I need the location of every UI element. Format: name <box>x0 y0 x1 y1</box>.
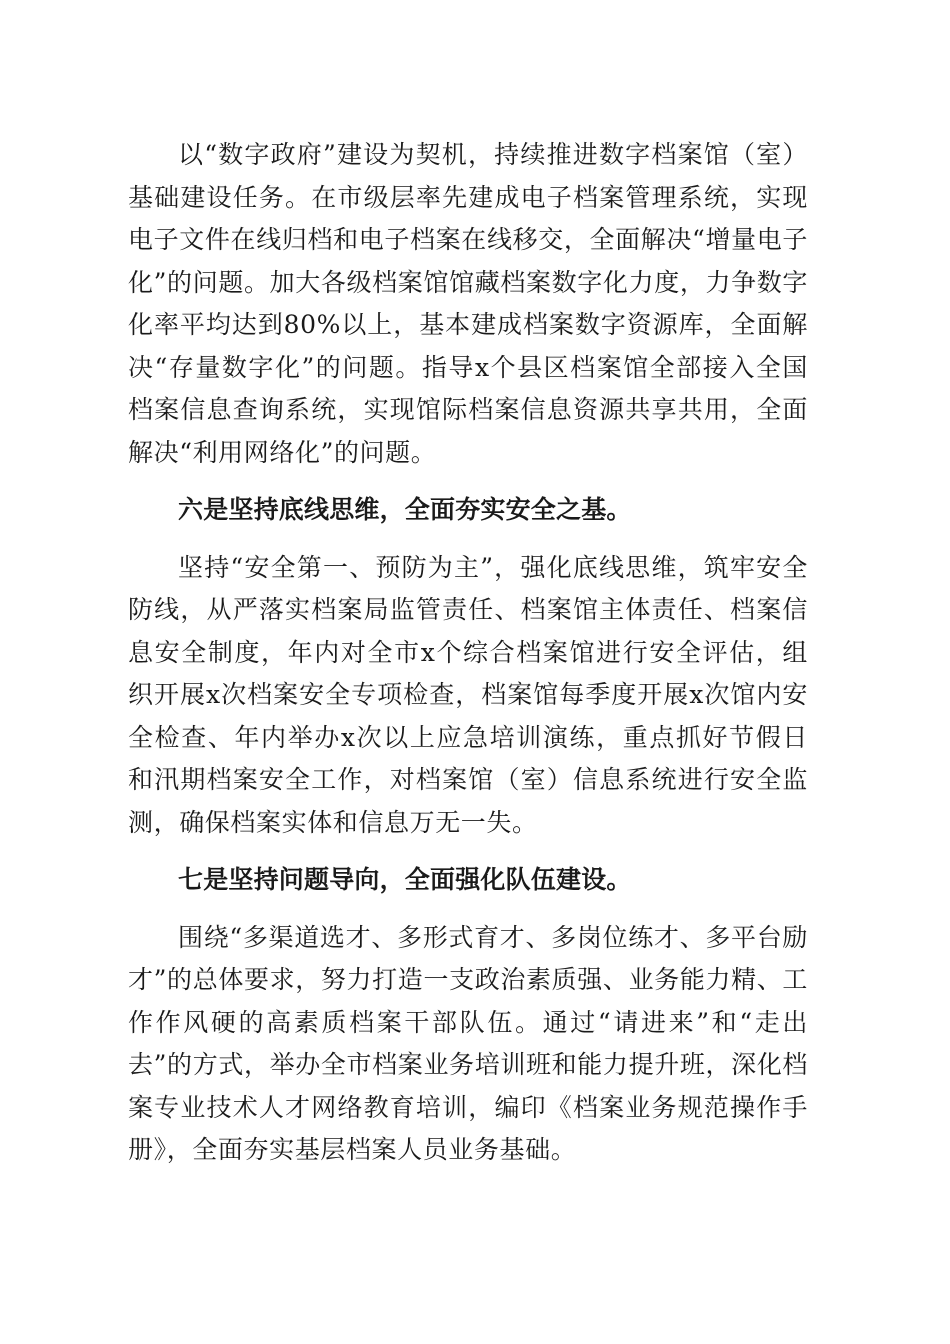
section-heading-six: 六是坚持底线思维，全面夯实安全之基。 <box>178 495 632 524</box>
paragraph-digital-archives: 以“数字政府”建设为契机，持续推进数字档案馆（室）基础建设任务。在市级层率先建成电子档案管理系统，实现电子文件在线归档和电子档案在线移交，全面解决“增量电子化”的问题。加大各级档案馆馆藏档案数字化力度，力争数字化率平均达到80%以上，基本建成档案数字资源库，全面解决“存量数字化”的问题。指导x个县区档案馆全部接入全国档案信息查询系统，实现馆际档案信息资源共享共用，全面解决“利用网络化”的问题。 <box>128 140 808 467</box>
paragraph-safety: 坚持“安全第一、预防为主”，强化底线思维，筑牢安全防线，从严落实档案局监管责任、档案馆主体责任、档案信息安全制度，年内对全市x个综合档案馆进行安全评估，组织开展x次档案安全专项检查，档案馆每季度开展x次馆内安全检查、年内举办x次以上应急培训演练，重点抓好节假日和汛期档案安全工作，对档案馆（室）信息系统进行安全监测，确保档案实体和信息万无一失。 <box>128 552 808 837</box>
section-heading-seven: 七是坚持问题导向，全面强化队伍建设。 <box>178 865 632 894</box>
document-body <box>128 134 808 1172</box>
paragraph-team-building: 围绕“多渠道选才、多形式育才、多岗位练才、多平台励才”的总体要求，努力打造一支政治素质强、业务能力精、工作作风硬的高素质档案干部队伍。通过“请进来”和“走出去”的方式，举办全市档案业务培训班和能力提升班，深化档案专业技术人才网络教育培训，编印《档案业务规范操作手册》，全面夯实基层档案人员业务基础。 <box>128 922 808 1164</box>
